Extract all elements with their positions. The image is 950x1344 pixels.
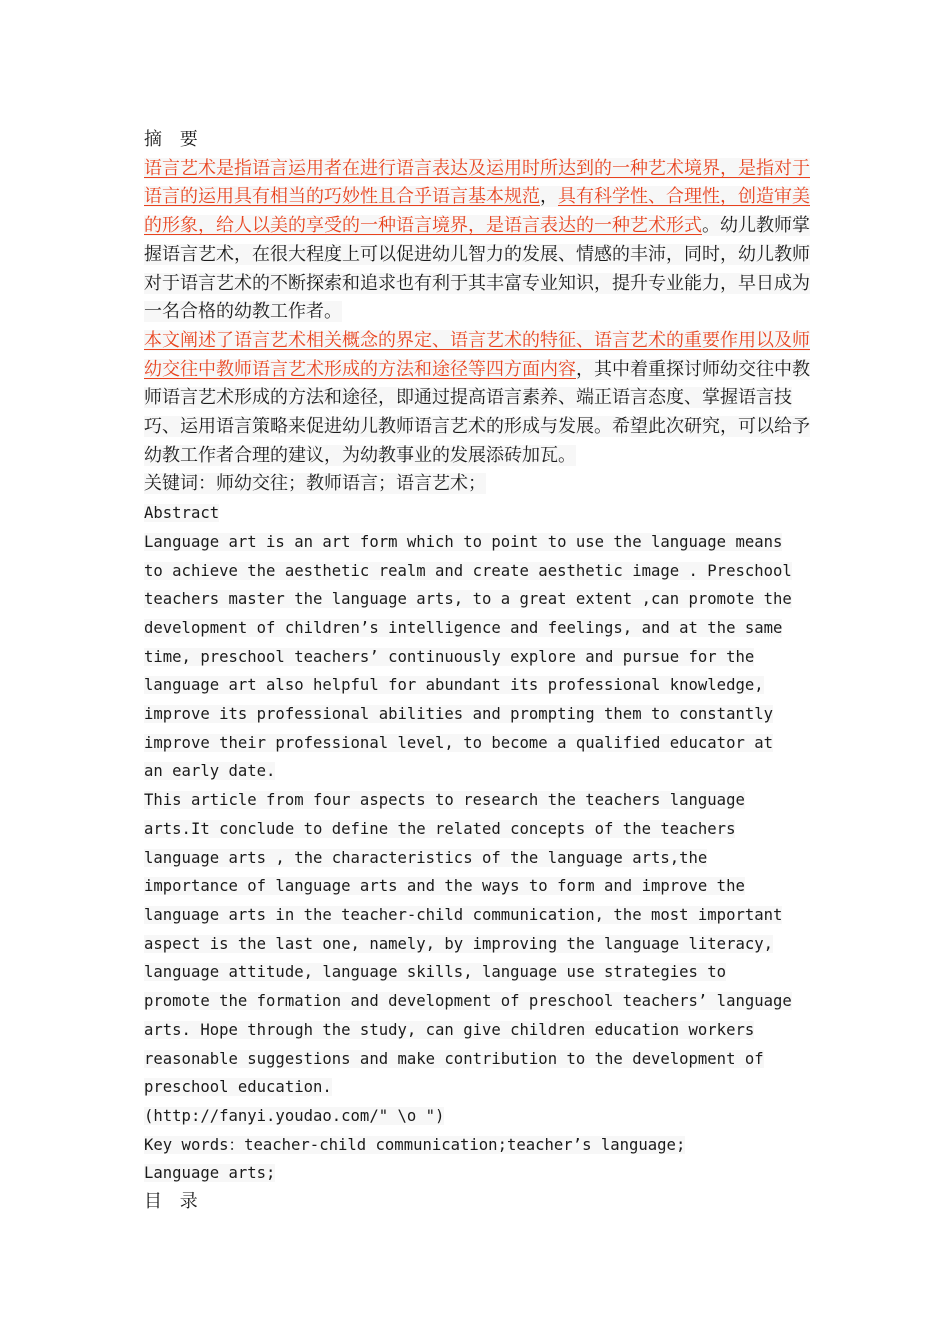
- text-line: reasonable suggestions and make contribution to the development of: [144, 1049, 764, 1068]
- abstract-cn-paragraph-1: [144, 155, 824, 327]
- text-line: aspect is the last one, namely, by improving the language literacy,: [144, 934, 774, 953]
- highlight-definition: 语言艺术是指语言运用者在进行语言表达及运用时所达到的一种艺术境界，是指对于语言的运用具有相当的巧妙性且合乎语言基本规范: [144, 157, 810, 208]
- abstract-en-paragraph-2: [144, 786, 824, 1102]
- text-line: improve their professional level, to become a qualified educator at: [144, 733, 774, 752]
- text-line: to achieve the aesthetic realm and create aesthetic image . Preschool: [144, 561, 792, 580]
- abstract-cn-keywords: [144, 470, 824, 499]
- text-line: This article from four aspects to research the teachers language: [144, 791, 745, 810]
- keywords-cn-text: 关键词：师幼交往；教师语言；语言艺术；: [144, 473, 486, 495]
- text-line: Language art is an art form which to point to use the language means: [144, 532, 783, 551]
- text-line: language arts in the teacher-child communication, the most important: [144, 905, 783, 924]
- separator: ，: [540, 186, 558, 208]
- paragraph-2-rest: ，其中着重探讨师幼交往中教师语言艺术形成的方法和途径，即通过提高语言素养、端正语言态度、掌握语言技巧、运用语言策略来促进幼儿教师语言艺术的形成与发展。希望此次研究，可以给予幼教工作者合理的建议，为幼教事业的发展添砖加瓦。: [144, 358, 810, 466]
- text-line: language art also helpful for abundant its professional knowledge,: [144, 676, 764, 695]
- text-line: an early date.: [144, 762, 276, 781]
- document-page: [144, 126, 824, 1217]
- paragraph-1-rest: 。幼儿教师掌握语言艺术，在很大程度上可以促进幼儿智力的发展、情感的丰沛，同时，幼儿教师对于语言艺术的不断探索和追求也有利于其丰富专业知识，提升专业能力，早日成为一名合格的幼教工作者。: [144, 215, 810, 323]
- keywords-en-line-1: [144, 1131, 824, 1160]
- text-line: language arts , the characteristics of the language arts,the: [144, 848, 708, 867]
- abstract-en-heading: [144, 499, 824, 528]
- text-line: development of children’s intelligence and feelings, and at the same: [144, 618, 783, 637]
- abstract-en-paragraph-1: [144, 528, 824, 786]
- youdao-link[interactable]: [144, 1102, 824, 1131]
- abstract-cn-paragraph-2: [144, 327, 824, 471]
- keywords-en-line-2: [144, 1159, 824, 1188]
- youdao-link-text[interactable]: (http://fanyi.youdao.com/" \o "): [144, 1106, 445, 1125]
- highlight-features: 具有科学性、合理性，创造审美的形象，给人以美的享受的一种语言境界，是语言表达的一种艺术形式: [144, 186, 810, 237]
- text-line: promote the formation and development of preschool teachers’ language: [144, 992, 792, 1011]
- keywords-en-text-2: Language arts;: [144, 1164, 276, 1183]
- abstract-cn-heading: 摘 要: [144, 129, 204, 150]
- text-line: time, preschool teachers’ continuously explore and pursue for the: [144, 647, 755, 666]
- text-line: language attitude, language skills, language use strategies to: [144, 963, 727, 982]
- text-line: improve its professional abilities and prompting them to constantly: [144, 705, 774, 724]
- highlight-content-summary: 本文阐述了语言艺术相关概念的界定、语言艺术的特征、语言艺术的重要作用以及师幼交往中教师语言艺术形成的方法和途径等四方面内容: [144, 329, 810, 380]
- text-line: arts. Hope through the study, can give children education workers: [144, 1020, 755, 1039]
- text-line: arts.It conclude to define the related concepts of the teachers: [144, 819, 736, 838]
- toc-heading: 目 录: [144, 1191, 204, 1213]
- text-line: importance of language arts and the ways to form and improve the: [144, 877, 745, 896]
- text-line: preschool education.: [144, 1078, 332, 1097]
- keywords-en-text-1: Key words：teacher-child communication;teacher’s language;: [144, 1135, 686, 1154]
- abstract-en-heading-text: Abstract: [144, 504, 220, 523]
- text-line: teachers master the language arts, to a great extent ,can promote the: [144, 590, 792, 609]
